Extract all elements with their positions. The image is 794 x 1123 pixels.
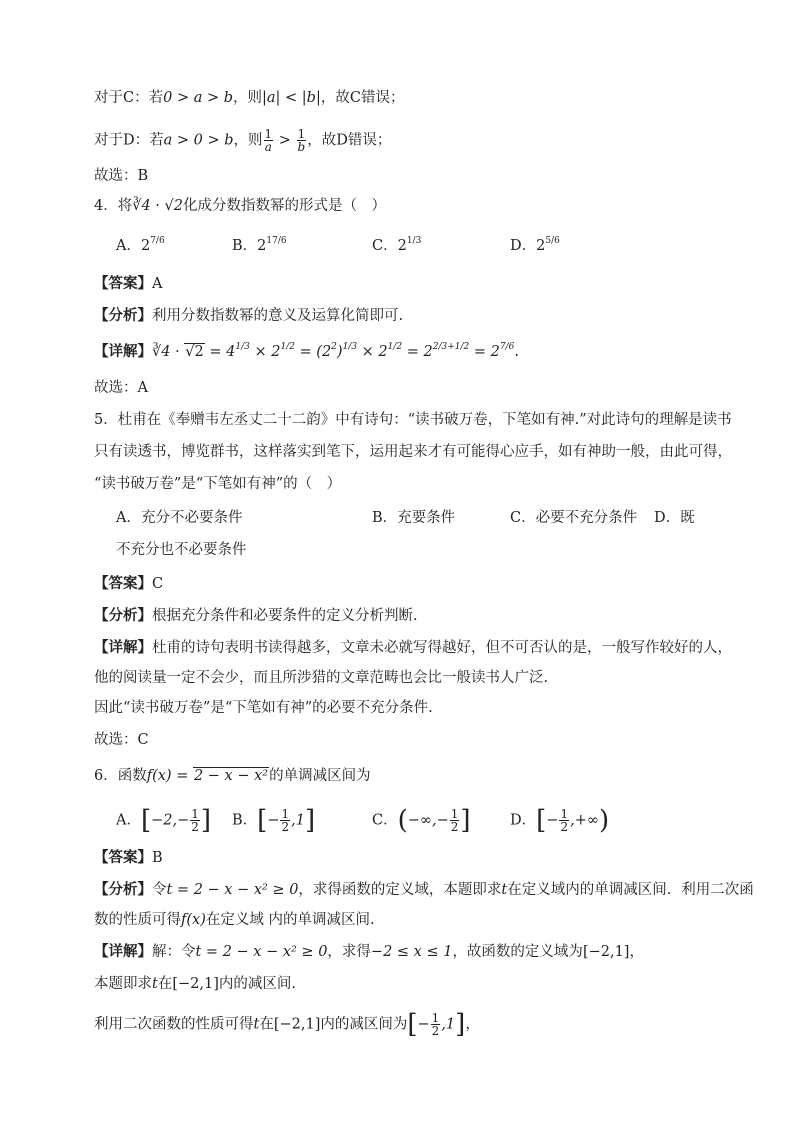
text: 利用二次函数的性质可得 <box>94 1016 254 1033</box>
q5-option-d[interactable]: D．既 <box>654 510 695 526</box>
math-inline: [−2,1] <box>582 944 630 960</box>
q6-option-b[interactable]: B．[− $\frac{1}{2}$ ,1] <box>232 805 316 836</box>
q6-detail-1 <box>94 942 644 962</box>
q5-option-c[interactable]: C．必要不充分条件 <box>510 510 638 526</box>
text: 根据充分条件和必要条件的定义分析判断. <box>152 608 418 624</box>
text: 【详解】 <box>94 639 152 656</box>
math-derivation: ∛4 · $√2 = 4^{1/3} \times 2^{1/2} = (2^2)^{1/3} \times 2^{1/2} = 2^{2/3+1/2} = 2^{7/6}$. <box>152 342 519 360</box>
q6-analysis-1: 【分析】令t = 2 − x − x² ≥ 0，求得函数的定义域，本题即求t在定义域内的单调减区间．利用二次函 <box>94 881 754 898</box>
text: ，故函数的定义域为 <box>452 944 583 960</box>
text: 内的减区间为 <box>320 1016 408 1033</box>
option-c-analysis <box>94 88 404 108</box>
q4-option-c[interactable]: C．$2^{1/3}$ <box>372 236 422 254</box>
text: ，则 <box>233 132 263 149</box>
choose-line: 故选：B <box>94 168 149 184</box>
text: B <box>152 850 163 866</box>
q4-detail <box>94 342 519 362</box>
math-inline: −2 ≤ x ≤ 1 <box>370 944 453 960</box>
text: 化成分数指数幂的形式是（ ） <box>183 198 386 214</box>
text: 对于D：若 <box>94 132 164 149</box>
text: 数的性质可得 <box>94 912 181 928</box>
fraction: $\frac{1}{b}$ <box>297 127 306 154</box>
question-5-line-1: 5．杜甫在《奉赠韦左丞丈二十二韵》中有诗句：“读书破万卷，下笔如有神.”对此诗句的理解是读书 <box>94 412 732 428</box>
q5-detail-2: 他的阅读量一定不会少，而且所涉猎的文章范畴也会比一般读书人广泛. <box>94 670 549 686</box>
question-6 <box>94 766 371 786</box>
text: 【分析】 <box>94 307 152 324</box>
question-4 <box>94 196 386 216</box>
text: A <box>152 276 163 292</box>
math-inline: [−2,1] <box>172 976 219 992</box>
q5-answer <box>94 574 163 594</box>
q6-analysis-2: 数的性质可得f(x)在定义域 内的单调减区间. <box>94 912 375 928</box>
text: 【详解】 <box>94 343 152 360</box>
q5-analysis <box>94 606 418 626</box>
math-inline: |a| < |b| <box>262 90 321 106</box>
text: ，求得 <box>327 944 371 960</box>
choose-line: 故选：A <box>94 380 148 396</box>
text: 令 <box>152 882 167 898</box>
q6-detail-3: 利用二次函数的性质可得t在[−2,1]内的减区间为[− $\frac{1}{2}$ ,1]， <box>94 1009 480 1040</box>
text: 6．函数 <box>94 768 147 784</box>
question-5-line-2: 只有读透书，博览群书，这样落实到笔下，运用起来才有可能得心应手，如有神助一般，由此可得， <box>94 444 732 460</box>
text: 在 <box>157 976 173 992</box>
text: 【答案】 <box>94 849 152 866</box>
text: 【答案】 <box>94 575 152 592</box>
text: 利用分数指数幂的意义及运算化简即可. <box>152 308 404 324</box>
text: 在定义域 内的单调减区间. <box>205 912 375 928</box>
q6-answer <box>94 848 163 868</box>
q6-option-a[interactable]: A．[−2,− $\frac{1}{2}$ ] <box>116 805 212 836</box>
text: C <box>152 576 164 592</box>
fraction: $\frac{1}{a}$ <box>264 127 273 154</box>
text: ， <box>465 1016 480 1033</box>
text: 杜甫的诗句表明书读得越多，文章未必就写得越好，但不可否认的是，一般写作较好的人， <box>152 640 732 656</box>
text: 【分析】 <box>94 881 152 898</box>
math-inline: [−2,1] <box>273 1016 321 1033</box>
math-inline: a > 0 > b <box>163 132 234 149</box>
q5-option-b[interactable]: B．充要条件 <box>372 510 456 526</box>
math-inline: t = 2 − x − x² ≥ 0 <box>166 882 299 898</box>
text: 【详解】 <box>94 943 152 960</box>
math-inline: t = 2 − x − x² ≥ 0 <box>195 944 328 960</box>
choose-line: 故选：C <box>94 732 149 748</box>
text: ，求得函数的定义域，本题即求 <box>298 882 502 898</box>
q5-detail-1 <box>94 638 732 658</box>
q4-answer <box>94 274 162 294</box>
text: 【分析】 <box>94 607 152 624</box>
function-def: f(x) = 2 − x − x² <box>146 768 269 784</box>
text: 对于C：若 <box>94 90 164 106</box>
q6-option-c[interactable]: C．(−∞,− $\frac{1}{2}$ ] <box>372 805 471 836</box>
text: 4．将 <box>94 198 133 214</box>
text: ， <box>629 944 644 960</box>
text: 在定义域内的单调减区间．利用二次函 <box>507 882 754 898</box>
text: ，故C错误； <box>320 90 405 106</box>
text: 【答案】 <box>94 275 152 292</box>
text: 的单调减区间为 <box>269 768 371 784</box>
q4-option-a[interactable]: A．$2^{7/6}$ <box>116 236 165 254</box>
q4-analysis <box>94 306 403 326</box>
q5-option-d-cont: 不充分也不必要条件 <box>116 542 247 558</box>
q4-option-b[interactable]: B．$2^{17/6}$ <box>232 236 287 254</box>
text: ，则 <box>233 90 262 106</box>
question-5-line-3: “读书破万卷”是“下笔如有神”的（ ） <box>94 476 342 492</box>
text: 解：令 <box>152 944 196 960</box>
math-inline: 0 > a > b <box>163 90 233 106</box>
q6-detail-2: 本题即求t在[−2,1]内的减区间. <box>94 976 296 992</box>
q5-detail-3: 因此“读书破万卷”是“下笔如有神”的必要不充分条件. <box>94 700 433 716</box>
q4-option-d[interactable]: D．$2^{5/6}$ <box>510 236 560 254</box>
text: 在 <box>259 1016 274 1033</box>
math-inline: ∛4 · √2 <box>132 198 183 214</box>
option-d-analysis: 对于D：若a > 0 > b，则 $\frac{1}{a}$ > $\frac{1}{b}$ ，故D错误； <box>94 127 392 154</box>
text: 内的减区间. <box>218 976 296 992</box>
q6-option-d[interactable]: D．[− $\frac{1}{2}$ ,+∞) <box>510 805 610 836</box>
q5-option-a[interactable]: A．充分不必要条件 <box>116 510 243 526</box>
text: ，故D错误； <box>307 132 392 149</box>
text: 本题即求 <box>94 976 152 992</box>
